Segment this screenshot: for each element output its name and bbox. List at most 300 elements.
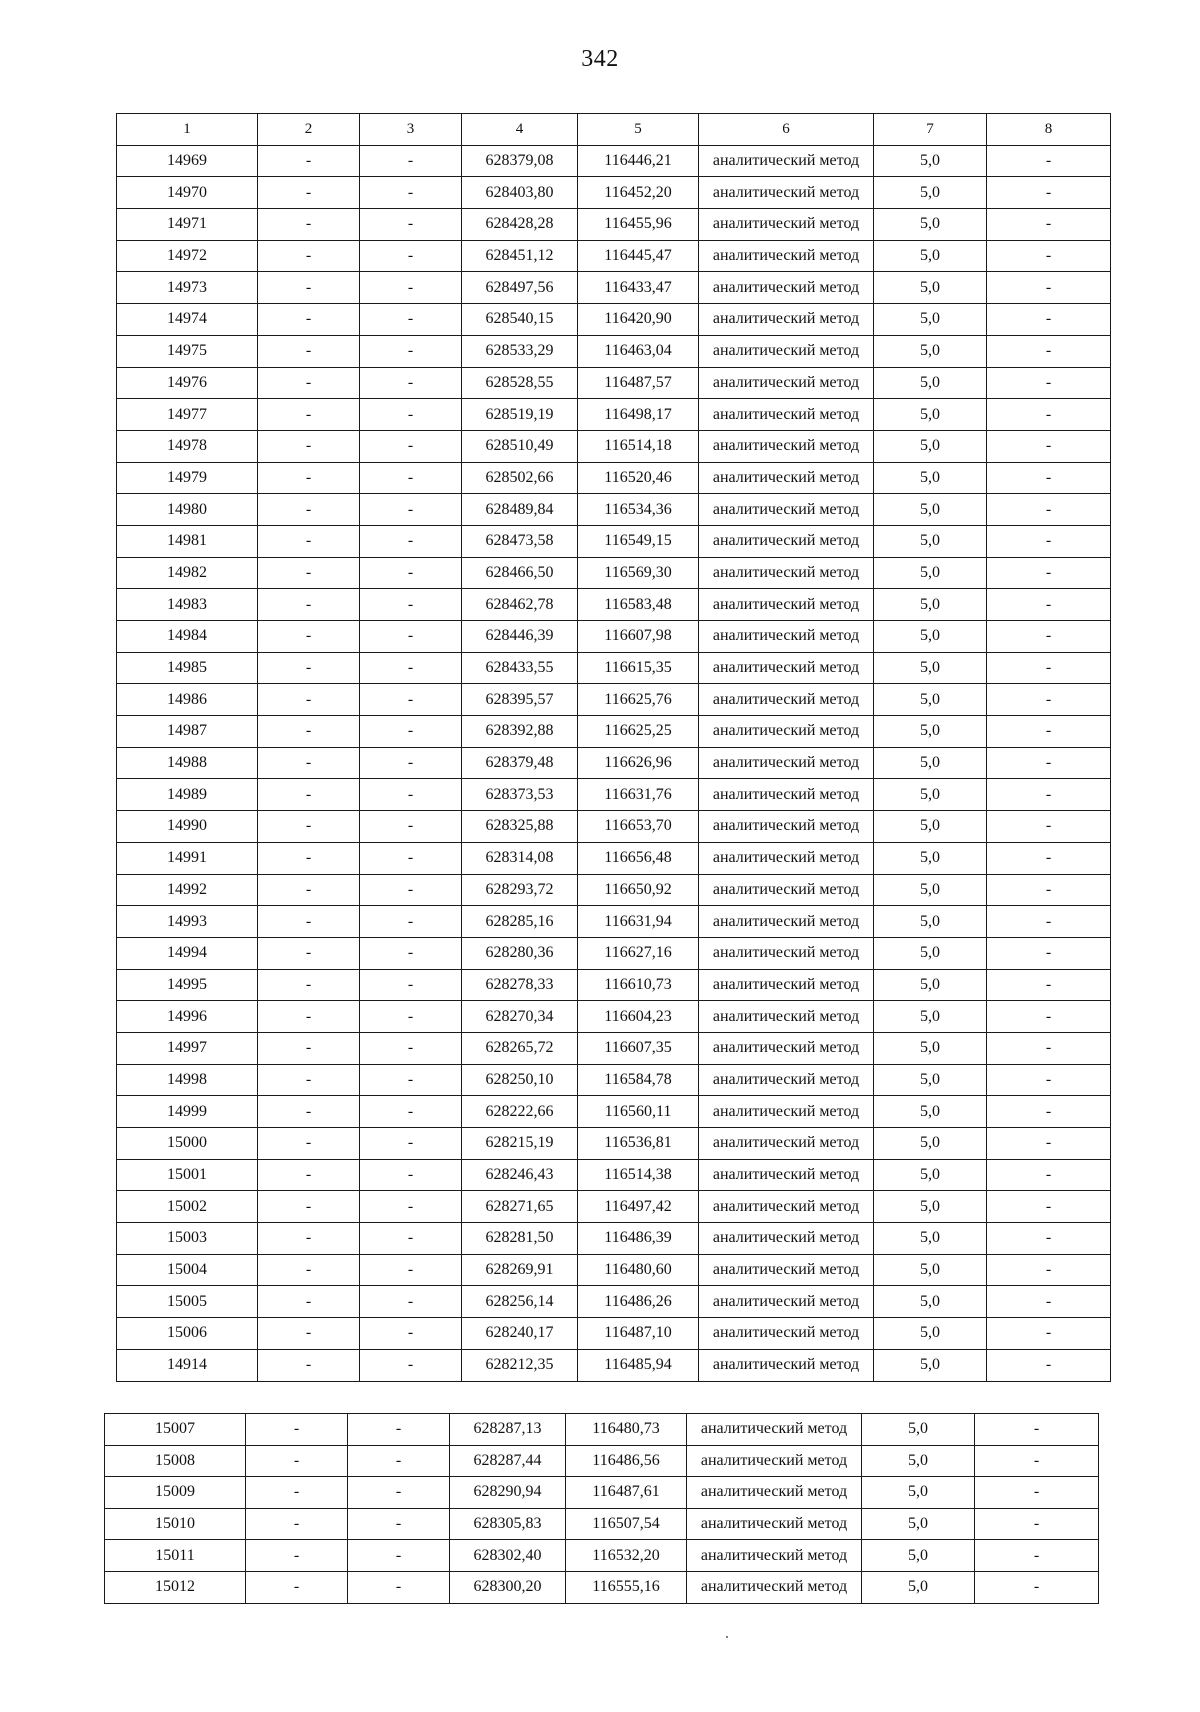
cell-col-4: 628510,49	[462, 430, 578, 462]
cell-col-7: 5,0	[874, 272, 987, 304]
cell-col-2: -	[258, 367, 360, 399]
cell-col-6: аналитический метод	[699, 272, 874, 304]
cell-col-2: -	[246, 1445, 348, 1477]
cell-col-3: -	[360, 145, 462, 177]
cell-col-8: -	[987, 811, 1111, 843]
cell-col-8: -	[987, 874, 1111, 906]
cell-col-1: 15009	[105, 1477, 246, 1509]
cell-col-4: 628451,12	[462, 240, 578, 272]
table-row	[105, 1508, 1099, 1540]
cell-col-6: аналитический метод	[699, 1096, 874, 1128]
cell-col-4: 628290,94	[450, 1477, 566, 1509]
cell-col-3: -	[360, 874, 462, 906]
cell-col-5: 116514,38	[578, 1159, 699, 1191]
cell-col-7: 5,0	[874, 1064, 987, 1096]
cell-col-7: 5,0	[874, 1223, 987, 1255]
cell-col-2: -	[258, 304, 360, 336]
cell-col-5: 116536,81	[578, 1128, 699, 1160]
cell-col-1: 15003	[117, 1223, 258, 1255]
cell-col-5: 116497,42	[578, 1191, 699, 1223]
cell-col-4: 628533,29	[462, 335, 578, 367]
cell-col-6: аналитический метод	[699, 874, 874, 906]
cell-col-4: 628250,10	[462, 1064, 578, 1096]
cell-col-5: 116549,15	[578, 525, 699, 557]
table-row	[117, 1286, 1111, 1318]
cell-col-1: 14983	[117, 589, 258, 621]
cell-col-8: -	[987, 1349, 1111, 1381]
table-row	[117, 874, 1111, 906]
cell-col-3: -	[360, 1223, 462, 1255]
cell-col-1: 15006	[117, 1318, 258, 1350]
cell-col-5: 116532,20	[566, 1540, 687, 1572]
cell-col-1: 14997	[117, 1032, 258, 1064]
cell-col-1: 15010	[105, 1508, 246, 1540]
table-row	[117, 1159, 1111, 1191]
cell-col-4: 628240,17	[462, 1318, 578, 1350]
cell-col-1: 15005	[117, 1286, 258, 1318]
cell-col-1: 14991	[117, 842, 258, 874]
cell-col-5: 116487,10	[578, 1318, 699, 1350]
cell-col-4: 628287,44	[450, 1445, 566, 1477]
cell-col-1: 14978	[117, 430, 258, 462]
cell-col-5: 116480,60	[578, 1254, 699, 1286]
cell-col-7: 5,0	[874, 462, 987, 494]
cell-col-5: 116560,11	[578, 1096, 699, 1128]
cell-col-2: -	[246, 1540, 348, 1572]
cell-col-6: аналитический метод	[699, 240, 874, 272]
cell-col-6: аналитический метод	[699, 969, 874, 1001]
cell-col-8: -	[975, 1508, 1099, 1540]
cell-col-6: аналитический метод	[699, 1254, 874, 1286]
cell-col-8: -	[987, 430, 1111, 462]
cell-col-3: -	[360, 1001, 462, 1033]
cell-col-6: аналитический метод	[699, 335, 874, 367]
cell-col-1: 14982	[117, 557, 258, 589]
header-cell-col-7: 7	[874, 114, 987, 146]
cell-col-3: -	[360, 589, 462, 621]
cell-col-5: 116584,78	[578, 1064, 699, 1096]
cell-col-6: аналитический метод	[687, 1571, 862, 1603]
table-row	[117, 1064, 1111, 1096]
table-row	[117, 1191, 1111, 1223]
cell-col-7: 5,0	[874, 811, 987, 843]
cell-col-5: 116534,36	[578, 494, 699, 526]
cell-col-4: 628497,56	[462, 272, 578, 304]
cell-col-3: -	[348, 1445, 450, 1477]
cell-col-2: -	[258, 525, 360, 557]
cell-col-6: аналитический метод	[699, 1001, 874, 1033]
cell-col-2: -	[258, 240, 360, 272]
cell-col-6: аналитический метод	[699, 1286, 874, 1318]
cell-col-5: 116463,04	[578, 335, 699, 367]
cell-col-6: аналитический метод	[699, 430, 874, 462]
cell-col-6: аналитический метод	[699, 621, 874, 653]
cell-col-2: -	[258, 145, 360, 177]
cell-col-4: 628446,39	[462, 621, 578, 653]
cell-col-4: 628502,66	[462, 462, 578, 494]
cell-col-4: 628287,13	[450, 1414, 566, 1446]
cell-col-6: аналитический метод	[699, 1032, 874, 1064]
cell-col-3: -	[348, 1540, 450, 1572]
cell-col-7: 5,0	[874, 304, 987, 336]
coordinates-table-continued	[104, 1413, 1099, 1604]
header-cell-col-2: 2	[258, 114, 360, 146]
cell-col-3: -	[360, 906, 462, 938]
cell-col-8: -	[987, 1286, 1111, 1318]
cell-col-7: 5,0	[874, 557, 987, 589]
cell-col-3: -	[360, 684, 462, 716]
table-row	[117, 937, 1111, 969]
cell-col-4: 628305,83	[450, 1508, 566, 1540]
cell-col-2: -	[246, 1414, 348, 1446]
cell-col-6: аналитический метод	[699, 209, 874, 241]
cell-col-4: 628280,36	[462, 937, 578, 969]
cell-col-4: 628462,78	[462, 589, 578, 621]
cell-col-2: -	[258, 1254, 360, 1286]
table-row	[117, 177, 1111, 209]
table-row	[105, 1477, 1099, 1509]
cell-col-3: -	[360, 811, 462, 843]
cell-col-3: -	[348, 1508, 450, 1540]
cell-col-3: -	[360, 1064, 462, 1096]
cell-col-1: 14988	[117, 747, 258, 779]
cell-col-4: 628256,14	[462, 1286, 578, 1318]
cell-col-6: аналитический метод	[699, 747, 874, 779]
cell-col-8: -	[987, 1096, 1111, 1128]
cell-col-3: -	[360, 240, 462, 272]
cell-col-3: -	[360, 1096, 462, 1128]
cell-col-1: 14999	[117, 1096, 258, 1128]
cell-col-8: -	[987, 399, 1111, 431]
cell-col-7: 5,0	[874, 621, 987, 653]
cell-col-7: 5,0	[874, 874, 987, 906]
cell-col-5: 116625,25	[578, 716, 699, 748]
cell-col-2: -	[258, 906, 360, 938]
cell-col-3: -	[360, 716, 462, 748]
table-row	[117, 145, 1111, 177]
cell-col-1: 14998	[117, 1064, 258, 1096]
cell-col-2: -	[246, 1571, 348, 1603]
cell-col-5: 116631,76	[578, 779, 699, 811]
table-row	[117, 589, 1111, 621]
table-row	[117, 747, 1111, 779]
cell-col-2: -	[258, 716, 360, 748]
cell-col-8: -	[987, 1032, 1111, 1064]
cell-col-1: 15007	[105, 1414, 246, 1446]
cell-col-8: -	[975, 1414, 1099, 1446]
cell-col-5: 116507,54	[566, 1508, 687, 1540]
cell-col-7: 5,0	[862, 1571, 975, 1603]
cell-col-8: -	[987, 1001, 1111, 1033]
cell-col-5: 116445,47	[578, 240, 699, 272]
table-row	[117, 272, 1111, 304]
cell-col-1: 15008	[105, 1445, 246, 1477]
header-cell-col-8: 8	[987, 114, 1111, 146]
cell-col-2: -	[258, 969, 360, 1001]
cell-col-4: 628314,08	[462, 842, 578, 874]
cell-col-6: аналитический метод	[687, 1477, 862, 1509]
cell-col-8: -	[987, 1318, 1111, 1350]
cell-col-6: аналитический метод	[699, 399, 874, 431]
cell-col-3: -	[360, 1318, 462, 1350]
table-row	[117, 716, 1111, 748]
cell-col-3: -	[360, 652, 462, 684]
cell-col-3: -	[360, 367, 462, 399]
cell-col-2: -	[258, 811, 360, 843]
cell-col-3: -	[360, 525, 462, 557]
cell-col-6: аналитический метод	[699, 779, 874, 811]
header-cell-col-4: 4	[462, 114, 578, 146]
cell-col-4: 628373,53	[462, 779, 578, 811]
cell-col-8: -	[975, 1571, 1099, 1603]
cell-col-1: 14995	[117, 969, 258, 1001]
cell-col-3: -	[360, 842, 462, 874]
table-row	[117, 1128, 1111, 1160]
scan-speck	[726, 1636, 728, 1638]
cell-col-7: 5,0	[874, 779, 987, 811]
cell-col-6: аналитический метод	[699, 906, 874, 938]
cell-col-1: 15011	[105, 1540, 246, 1572]
cell-col-2: -	[258, 1128, 360, 1160]
cell-col-5: 116487,61	[566, 1477, 687, 1509]
cell-col-5: 116656,48	[578, 842, 699, 874]
cell-col-7: 5,0	[874, 1001, 987, 1033]
table-row	[117, 906, 1111, 938]
cell-col-2: -	[258, 557, 360, 589]
cell-col-3: -	[360, 779, 462, 811]
cell-col-1: 14981	[117, 525, 258, 557]
cell-col-6: аналитический метод	[699, 589, 874, 621]
cell-col-7: 5,0	[862, 1540, 975, 1572]
cell-col-8: -	[987, 1223, 1111, 1255]
cell-col-4: 628293,72	[462, 874, 578, 906]
cell-col-5: 116446,21	[578, 145, 699, 177]
cell-col-2: -	[258, 1223, 360, 1255]
cell-col-2: -	[258, 1318, 360, 1350]
cell-col-8: -	[987, 367, 1111, 399]
cell-col-1: 14990	[117, 811, 258, 843]
cell-col-1: 15001	[117, 1159, 258, 1191]
cell-col-1: 14970	[117, 177, 258, 209]
cell-col-1: 14993	[117, 906, 258, 938]
cell-col-7: 5,0	[874, 1286, 987, 1318]
cell-col-1: 14994	[117, 937, 258, 969]
table-row	[105, 1540, 1099, 1572]
cell-col-4: 628265,72	[462, 1032, 578, 1064]
cell-col-1: 14979	[117, 462, 258, 494]
cell-col-8: -	[987, 240, 1111, 272]
cell-col-4: 628489,84	[462, 494, 578, 526]
cell-col-5: 116452,20	[578, 177, 699, 209]
table-row	[117, 335, 1111, 367]
cell-col-3: -	[360, 1349, 462, 1381]
cell-col-6: аналитический метод	[699, 1191, 874, 1223]
cell-col-1: 14989	[117, 779, 258, 811]
cell-col-4: 628281,50	[462, 1223, 578, 1255]
cell-col-4: 628246,43	[462, 1159, 578, 1191]
cell-col-5: 116514,18	[578, 430, 699, 462]
cell-col-7: 5,0	[874, 684, 987, 716]
table-row	[117, 367, 1111, 399]
cell-col-2: -	[258, 937, 360, 969]
cell-col-3: -	[348, 1477, 450, 1509]
cell-col-2: -	[258, 1001, 360, 1033]
cell-col-3: -	[348, 1414, 450, 1446]
cell-col-2: -	[258, 684, 360, 716]
cell-col-7: 5,0	[874, 906, 987, 938]
cell-col-3: -	[360, 177, 462, 209]
cell-col-1: 14972	[117, 240, 258, 272]
cell-col-2: -	[258, 1191, 360, 1223]
cell-col-4: 628269,91	[462, 1254, 578, 1286]
cell-col-7: 5,0	[874, 1032, 987, 1064]
cell-col-4: 628428,28	[462, 209, 578, 241]
cell-col-5: 116607,98	[578, 621, 699, 653]
cell-col-1: 15012	[105, 1571, 246, 1603]
cell-col-5: 116569,30	[578, 557, 699, 589]
cell-col-3: -	[348, 1571, 450, 1603]
cell-col-4: 628519,19	[462, 399, 578, 431]
cell-col-6: аналитический метод	[699, 842, 874, 874]
table-row	[117, 1254, 1111, 1286]
cell-col-7: 5,0	[874, 589, 987, 621]
cell-col-5: 116583,48	[578, 589, 699, 621]
cell-col-1: 14974	[117, 304, 258, 336]
cell-col-7: 5,0	[874, 969, 987, 1001]
cell-col-1: 14975	[117, 335, 258, 367]
cell-col-3: -	[360, 430, 462, 462]
cell-col-6: аналитический метод	[699, 1064, 874, 1096]
table-row	[117, 399, 1111, 431]
cell-col-8: -	[987, 525, 1111, 557]
cell-col-3: -	[360, 1286, 462, 1318]
cell-col-8: -	[987, 304, 1111, 336]
cell-col-6: аналитический метод	[699, 145, 874, 177]
cell-col-5: 116610,73	[578, 969, 699, 1001]
cell-col-7: 5,0	[874, 1159, 987, 1191]
cell-col-5: 116631,94	[578, 906, 699, 938]
cell-col-5: 116627,16	[578, 937, 699, 969]
cell-col-7: 5,0	[874, 1128, 987, 1160]
cell-col-5: 116433,47	[578, 272, 699, 304]
cell-col-6: аналитический метод	[687, 1414, 862, 1446]
cell-col-3: -	[360, 462, 462, 494]
cell-col-4: 628433,55	[462, 652, 578, 684]
table-row	[117, 1223, 1111, 1255]
cell-col-3: -	[360, 1032, 462, 1064]
cell-col-1: 15000	[117, 1128, 258, 1160]
table-row	[117, 1032, 1111, 1064]
cell-col-3: -	[360, 1191, 462, 1223]
cell-col-1: 15002	[117, 1191, 258, 1223]
cell-col-6: аналитический метод	[687, 1508, 862, 1540]
cell-col-4: 628392,88	[462, 716, 578, 748]
cell-col-7: 5,0	[874, 494, 987, 526]
cell-col-7: 5,0	[874, 177, 987, 209]
cell-col-3: -	[360, 304, 462, 336]
cell-col-2: -	[258, 1064, 360, 1096]
cell-col-1: 14914	[117, 1349, 258, 1381]
cell-col-8: -	[987, 621, 1111, 653]
cell-col-8: -	[987, 1064, 1111, 1096]
cell-col-2: -	[258, 335, 360, 367]
cell-col-7: 5,0	[862, 1414, 975, 1446]
cell-col-4: 628325,88	[462, 811, 578, 843]
header-cell-col-6: 6	[699, 114, 874, 146]
cell-col-2: -	[258, 1159, 360, 1191]
table-row	[117, 1349, 1111, 1381]
cell-col-4: 628215,19	[462, 1128, 578, 1160]
table-row	[117, 557, 1111, 589]
cell-col-8: -	[987, 779, 1111, 811]
cell-col-4: 628466,50	[462, 557, 578, 589]
table-row	[117, 494, 1111, 526]
cell-col-6: аналитический метод	[699, 525, 874, 557]
cell-col-6: аналитический метод	[699, 367, 874, 399]
cell-col-8: -	[987, 335, 1111, 367]
cell-col-6: аналитический метод	[699, 937, 874, 969]
cell-col-6: аналитический метод	[699, 716, 874, 748]
cell-col-4: 628222,66	[462, 1096, 578, 1128]
table-row	[117, 779, 1111, 811]
cell-col-2: -	[258, 747, 360, 779]
cell-col-6: аналитический метод	[699, 557, 874, 589]
cell-col-8: -	[975, 1445, 1099, 1477]
cell-col-4: 628379,48	[462, 747, 578, 779]
cell-col-1: 14985	[117, 652, 258, 684]
cell-col-5: 116653,70	[578, 811, 699, 843]
cell-col-4: 628271,65	[462, 1191, 578, 1223]
table-row	[105, 1414, 1099, 1446]
coordinates-table	[116, 113, 1111, 1382]
cell-col-8: -	[987, 747, 1111, 779]
cell-col-5: 116487,57	[578, 367, 699, 399]
cell-col-7: 5,0	[874, 399, 987, 431]
cell-col-7: 5,0	[874, 937, 987, 969]
cell-col-2: -	[258, 399, 360, 431]
cell-col-2: -	[246, 1508, 348, 1540]
cell-col-2: -	[258, 430, 360, 462]
cell-col-7: 5,0	[874, 652, 987, 684]
page-number: 342	[581, 46, 619, 72]
cell-col-6: аналитический метод	[699, 177, 874, 209]
cell-col-1: 14996	[117, 1001, 258, 1033]
cell-col-5: 116486,26	[578, 1286, 699, 1318]
cell-col-6: аналитический метод	[699, 1223, 874, 1255]
cell-col-7: 5,0	[874, 842, 987, 874]
cell-col-4: 628285,16	[462, 906, 578, 938]
cell-col-5: 116498,17	[578, 399, 699, 431]
cell-col-7: 5,0	[874, 335, 987, 367]
cell-col-2: -	[258, 652, 360, 684]
cell-col-7: 5,0	[862, 1445, 975, 1477]
cell-col-5: 116626,96	[578, 747, 699, 779]
cell-col-7: 5,0	[874, 1349, 987, 1381]
cell-col-3: -	[360, 1254, 462, 1286]
cell-col-5: 116486,39	[578, 1223, 699, 1255]
cell-col-8: -	[987, 272, 1111, 304]
cell-col-2: -	[258, 621, 360, 653]
cell-col-1: 14980	[117, 494, 258, 526]
cell-col-4: 628403,80	[462, 177, 578, 209]
cell-col-7: 5,0	[874, 747, 987, 779]
cell-col-8: -	[987, 842, 1111, 874]
cell-col-4: 628270,34	[462, 1001, 578, 1033]
cell-col-1: 14977	[117, 399, 258, 431]
cell-col-3: -	[360, 399, 462, 431]
table-row	[117, 430, 1111, 462]
table-row	[117, 525, 1111, 557]
